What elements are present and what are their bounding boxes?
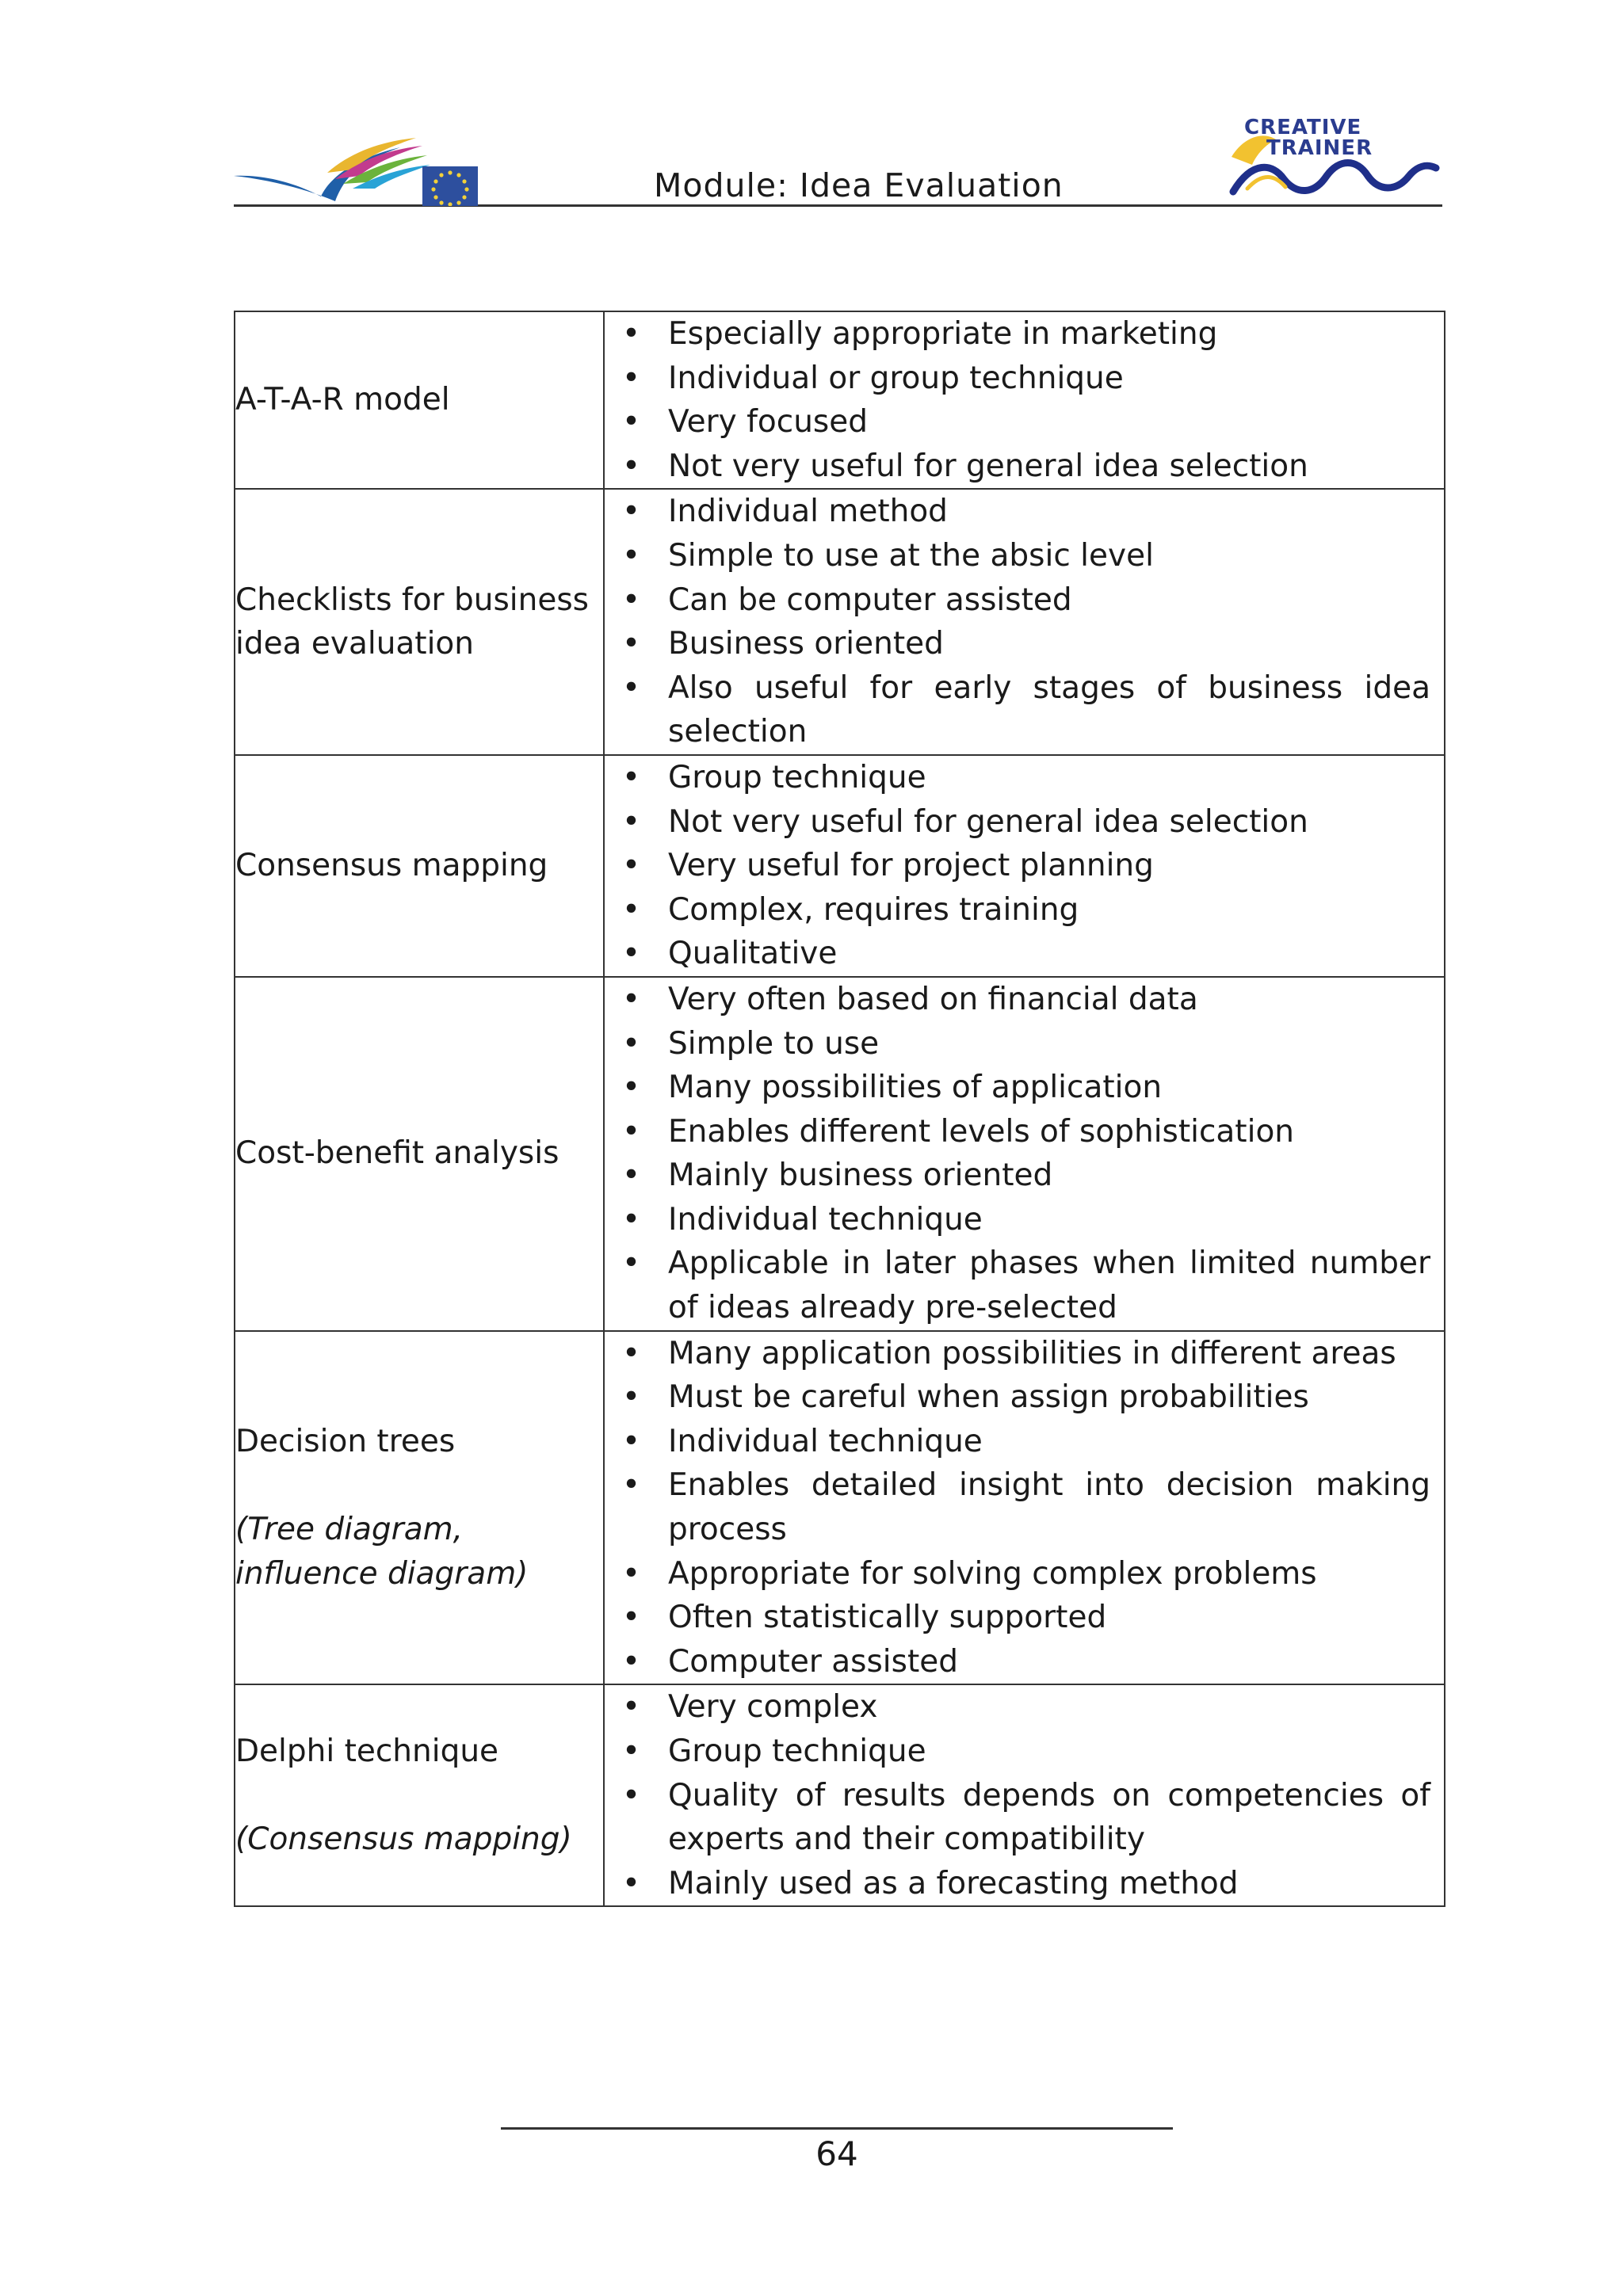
list-item: • Can be computer assisted — [605, 578, 1430, 623]
list-item: • Simple to use — [605, 1022, 1430, 1066]
list-item: • Appropriate for solving complex problems — [605, 1552, 1430, 1596]
method-characteristics-cell — [604, 1331, 1445, 1685]
method-name: Consensus mapping — [235, 848, 548, 884]
table-row — [235, 1331, 1445, 1685]
list-item: • Very complex — [605, 1685, 1430, 1730]
list-item: • Simple to use at the absic level — [605, 534, 1430, 578]
list-item: • Often statistically supported — [605, 1596, 1430, 1640]
list-item: • Not very useful for general idea selection — [605, 800, 1430, 845]
list-item: • Very focused — [605, 400, 1430, 444]
characteristics-list — [605, 978, 1444, 1330]
list-item: • Very useful for project planning — [605, 844, 1430, 888]
program-logo-icon — [234, 127, 503, 206]
list-item: • Group technique — [605, 756, 1430, 800]
list-item: • Complex, requires training — [605, 888, 1430, 933]
method-alias: (Tree diagram, influence diagram) — [235, 1512, 529, 1592]
list-item: • Many possibilities of application — [605, 1066, 1430, 1110]
logo-text-line-1: CREATIVE — [1244, 116, 1362, 139]
method-name: Decision trees — [235, 1423, 456, 1459]
method-name-cell — [235, 311, 604, 489]
method-characteristics-cell — [604, 311, 1445, 489]
evaluation-methods-table — [234, 311, 1445, 1907]
list-item: • Mainly used as a forecasting method — [605, 1862, 1430, 1906]
characteristics-list — [605, 756, 1444, 976]
list-item: • Many application possibilities in different areas — [605, 1332, 1430, 1376]
characteristics-list — [605, 312, 1444, 488]
footer-divider — [501, 2127, 1173, 2130]
characteristics-list — [605, 1332, 1444, 1684]
method-characteristics-cell — [604, 977, 1445, 1331]
table-row — [235, 489, 1445, 755]
method-name-cell — [235, 977, 604, 1331]
table-row — [235, 1684, 1445, 1906]
method-name-cell — [235, 1331, 604, 1685]
method-name-cell — [235, 1684, 604, 1906]
table-row — [235, 755, 1445, 977]
page-number: 64 — [815, 2134, 858, 2173]
method-name-cell — [235, 489, 604, 755]
method-characteristics-cell — [604, 755, 1445, 977]
logo-text-line-2: TRAINER — [1266, 136, 1373, 160]
method-name: Checklists for business idea evaluation — [235, 582, 589, 662]
page-header — [234, 111, 1442, 207]
method-name: Delphi technique — [235, 1733, 499, 1769]
method-characteristics-cell — [604, 489, 1445, 755]
list-item: • Enables different levels of sophistication — [605, 1110, 1430, 1154]
list-item: • Also useful for early stages of business idea selection — [605, 666, 1430, 754]
method-name: Cost-benefit analysis — [235, 1135, 559, 1172]
characteristics-list — [605, 490, 1444, 754]
table-row — [235, 977, 1445, 1331]
table-body — [235, 311, 1445, 1906]
list-item: • Mainly business oriented — [605, 1154, 1430, 1198]
list-item: • Quality of results depends on competencies of experts and their compatibility — [605, 1774, 1430, 1862]
list-item: • Individual technique — [605, 1420, 1430, 1464]
characteristics-list — [605, 1685, 1444, 1905]
list-item: • Group technique — [605, 1730, 1430, 1774]
list-item: • Applicable in later phases when limited number of ideas already pre-selected — [605, 1241, 1430, 1329]
list-item: • Individual or group technique — [605, 357, 1430, 401]
table-row — [235, 311, 1445, 489]
list-item: • Individual technique — [605, 1198, 1430, 1242]
method-alias: (Consensus mapping) — [235, 1821, 572, 1858]
list-item: • Especially appropriate in marketing — [605, 312, 1430, 357]
method-name: A-T-A-R model — [235, 382, 450, 418]
method-name-cell — [235, 755, 604, 977]
list-item: • Must be careful when assign probabilities — [605, 1375, 1430, 1420]
list-item: • Computer assisted — [605, 1640, 1430, 1684]
list-item: • Qualitative — [605, 932, 1430, 976]
creative-trainer-logo — [1228, 113, 1442, 201]
list-item: • Individual method — [605, 490, 1430, 534]
list-item: • Not very useful for general idea selection — [605, 444, 1430, 489]
list-item: • Enables detailed insight into decision making process — [605, 1463, 1430, 1551]
method-characteristics-cell — [604, 1684, 1445, 1906]
list-item: • Very often based on financial data — [605, 978, 1430, 1022]
header-title: Module: Idea Evaluation — [654, 166, 1064, 204]
list-item: • Business oriented — [605, 622, 1430, 666]
